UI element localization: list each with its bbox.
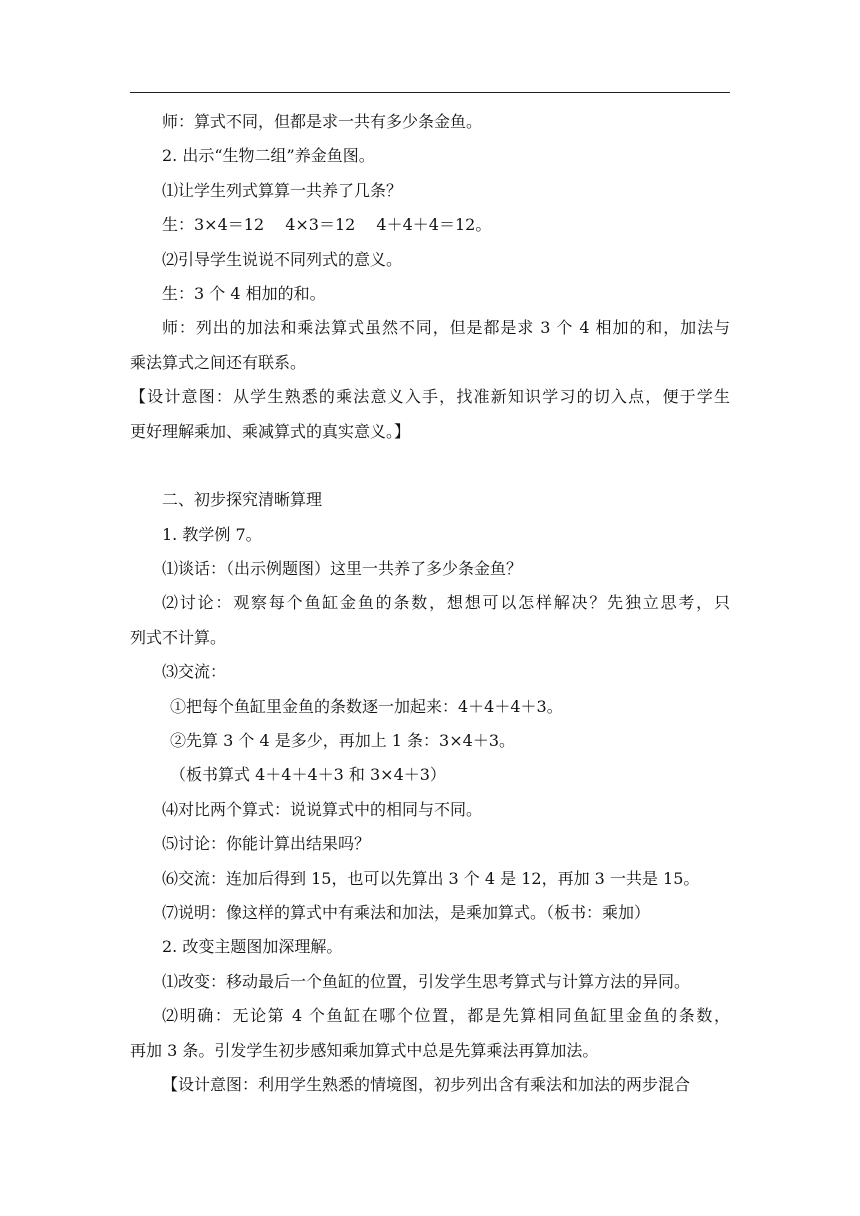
- sub-step-1: ⑴让学生列式算算一共养了几条？: [162, 180, 403, 200]
- clarify-step-line-1: ⑵明确：无论第 4 个鱼缸在哪个位置，都是先算相同鱼缸里金鱼的条数，: [162, 1006, 730, 1026]
- example-7-heading: 1. 教学例 7。: [162, 524, 262, 544]
- step-2-change-heading: 2. 改变主题图加深理解。: [162, 937, 343, 957]
- compare-step: ⑷对比两个算式：说说算式中的相同与不同。: [162, 799, 483, 819]
- teacher-explanation-line-2: 乘法算式之间还有联系。: [130, 352, 307, 372]
- talk-step: ⑴谈话：（出示例题图）这里一共养了多少条金鱼？: [162, 559, 523, 579]
- discussion-step-line-1: ⑵讨论：观察每个鱼缸金鱼的条数，想想可以怎样解决？先独立思考，只: [162, 593, 730, 613]
- method-2: ②先算 3 个 4 是多少，再加上 1 条：3×4＋3。: [170, 731, 516, 751]
- student-answer-formulas: 生：3×4＝12 4×3＝12 4＋4＋4＝12。: [162, 215, 492, 235]
- board-writing: （板书算式 4＋4＋4＋3 和 3×4＋3）: [170, 765, 446, 785]
- step-2-heading: 2. 出示“生物二组”养金鱼图。: [162, 146, 375, 166]
- clarify-step-line-2: 再加 3 条。引发学生初步感知乘加算式中总是先算乘法再算加法。: [130, 1040, 599, 1060]
- design-intent-1-line-2: 更好理解乘加、乘减算式的真实意义。】: [130, 421, 411, 441]
- teacher-explanation-line-1: 师：列出的加法和乘法算式虽然不同，但是都是求 3 个 4 相加的和，加法与: [162, 318, 730, 338]
- discussion-step-line-2: 列式不计算。: [130, 627, 227, 647]
- section-2-heading: 二、初步探究清晰算理: [162, 490, 323, 510]
- design-intent-2-line-1: 【设计意图：利用学生熟悉的情境图，初步列出含有乘法和加法的两步混合: [162, 1074, 691, 1094]
- sub-step-2: ⑵引导学生说说不同列式的意义。: [162, 249, 403, 269]
- design-intent-1-line-1: 【设计意图：从学生熟悉的乘法意义入手，找准新知识学习的切入点，便于学生: [130, 387, 730, 407]
- paragraph-teacher-summary: 师：算式不同，但都是求一共有多少条金鱼。: [162, 112, 483, 131]
- student-answer-meaning: 生：3 个 4 相加的和。: [162, 283, 326, 303]
- header-rule: [130, 92, 730, 93]
- explanation-step: ⑺说明：像这样的算式中有乘法和加法，是乘加算式。（板书：乘加）: [162, 902, 651, 922]
- change-step: ⑴改变：移动最后一个鱼缸的位置，引发学生思考算式与计算方法的异同。: [162, 971, 691, 991]
- discuss-result-step: ⑸讨论：你能计算出结果吗？: [162, 834, 371, 854]
- exchange-result-step: ⑹交流：连加后得到 15，也可以先算出 3 个 4 是 12，再加 3 一共是 15。: [162, 868, 700, 888]
- method-1: ①把每个鱼缸里金鱼的条数逐一加起来：4＋4＋4＋3。: [170, 696, 563, 716]
- document-body: [130, 105, 730, 1102]
- spacer: [130, 449, 730, 483]
- exchange-step: ⑶交流：: [162, 662, 227, 682]
